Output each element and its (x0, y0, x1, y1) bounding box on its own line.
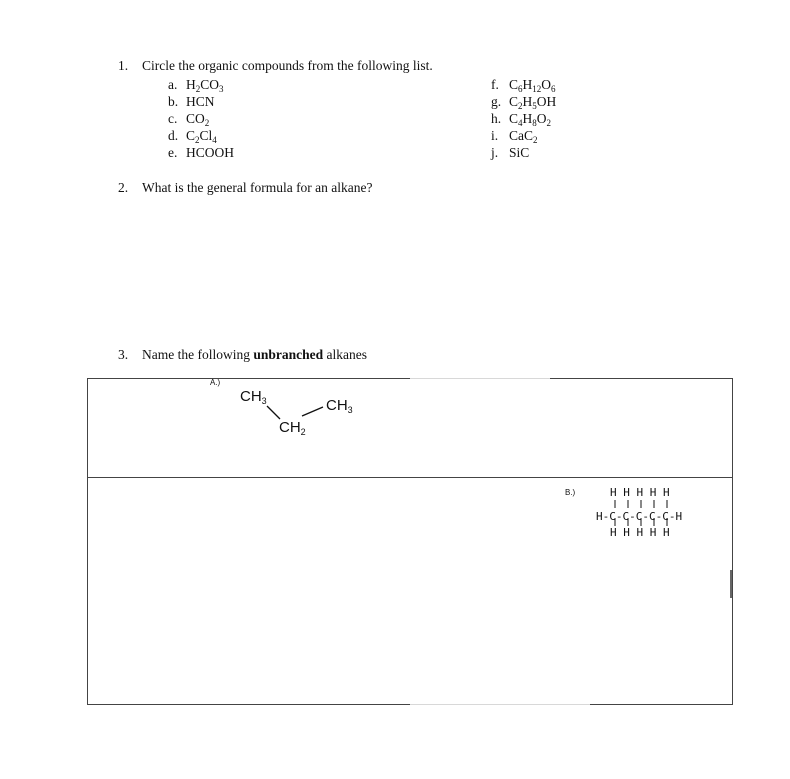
structure-b-bottom-hydrogens: H H H H H (610, 526, 670, 539)
compound-item (168, 128, 217, 144)
compound-letter: b. (168, 94, 179, 109)
structure-a-ch2: $CH_2$ (279, 419, 306, 437)
faint-line (410, 704, 590, 705)
compound-formula: $C_4H_8O_2$ (509, 111, 552, 128)
compound-item (168, 94, 215, 110)
question-3-text-after: alkanes (323, 347, 367, 362)
structure-a-ch3-right: $CH_3$ (326, 397, 353, 415)
compound-letter: e. (168, 145, 178, 160)
compound-formula: $CO_2$ (186, 111, 210, 128)
compound-letter: f. (491, 77, 499, 92)
structure-b-carbon-chain: H-C-C-C-C-C-H (596, 510, 683, 523)
compound-letter: j. (491, 145, 499, 160)
compound-letter: a. (168, 77, 178, 92)
question-3-text-before: Name the following (142, 347, 254, 362)
compound-item (168, 111, 209, 127)
compound-item (491, 111, 551, 127)
compound-item (491, 77, 556, 93)
question-1-text: Circle the organic compounds from the following list. (142, 58, 433, 73)
box-edge-mark (730, 570, 732, 598)
compound-letter: i. (491, 128, 499, 143)
compound-formula: CaC$_2$ (509, 128, 538, 145)
compound-letter: c. (168, 111, 178, 126)
compound-item (168, 77, 224, 93)
compound-formula: $H_2CO_3$ (186, 77, 224, 94)
structure-a-bonds (260, 400, 330, 430)
compound-item (491, 94, 556, 110)
compound-formula: SiC (509, 145, 530, 160)
structure-b-vertical-bonds (600, 498, 720, 528)
question-3 (118, 347, 367, 363)
faint-line (410, 378, 550, 379)
question-3-number: 3. (118, 347, 129, 362)
structure-a-ch3-left: $CH_3$ (240, 388, 267, 406)
compound-formula: HCOOH (186, 145, 235, 160)
structure-b-label: B.) (565, 488, 576, 497)
compound-formula: $C_6H_{12}O_6$ (509, 77, 556, 94)
question-1 (118, 58, 433, 74)
question-1-number: 1. (118, 58, 129, 73)
compound-formula: $C_2Cl_4$ (186, 128, 217, 145)
question-2 (118, 180, 373, 196)
compound-letter: d. (168, 128, 179, 143)
compound-formula: HCN (186, 94, 215, 109)
compound-item (491, 145, 529, 161)
question-2-number: 2. (118, 180, 129, 195)
structure-a-label: A.) (210, 378, 221, 387)
structure-b-top-hydrogens: H H H H H (610, 486, 670, 499)
compound-letter: g. (491, 94, 502, 109)
question-2-text: What is the general formula for an alkane? (142, 180, 373, 195)
compound-item (491, 128, 538, 144)
compound-item (168, 145, 234, 161)
question-3-text-bold: unbranched (253, 347, 324, 362)
answer-box-a (87, 378, 733, 478)
compound-formula: $C_2H_5OH$ (509, 94, 557, 111)
compound-letter: h. (491, 111, 502, 126)
